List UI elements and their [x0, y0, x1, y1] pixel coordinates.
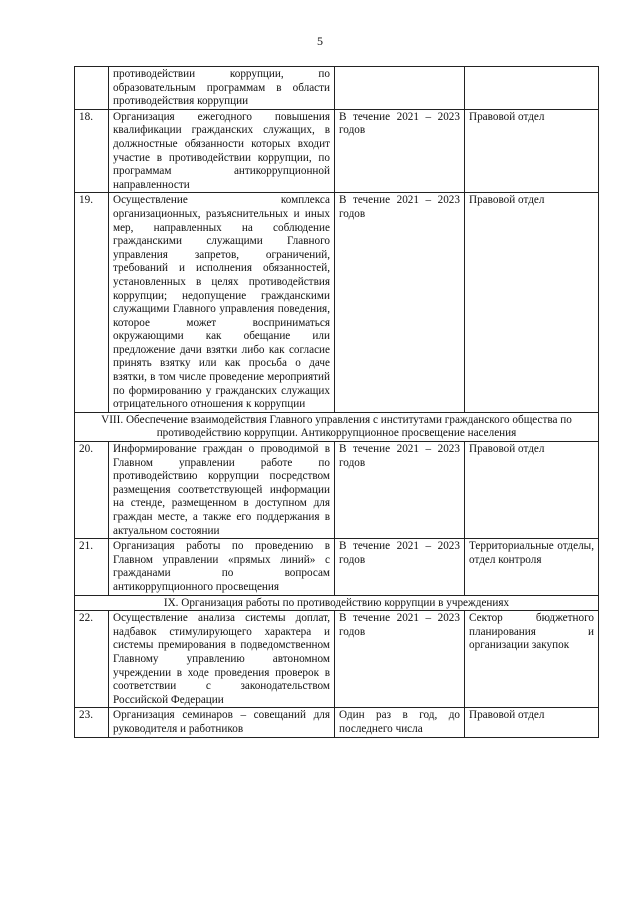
- measure-description: Организация ежегодного повышения квалификации гражданских служащих, в должностные обязанности которых входит участие в противодействии коррупции, по программам антикоррупционной направленности: [109, 109, 335, 193]
- measure-description: противодействии коррупции, по образовательным программам в области противодействия коррупции: [109, 67, 335, 110]
- measures-table: [74, 66, 599, 738]
- table-row: [75, 611, 599, 708]
- row-number: 22.: [75, 611, 109, 708]
- section-header-row: [75, 595, 599, 611]
- measure-executor: [465, 67, 599, 110]
- measure-executor: Правовой отдел: [465, 109, 599, 193]
- measure-executor: Сектор бюджетного планирования и организации закупок: [465, 611, 599, 708]
- row-number: 23.: [75, 708, 109, 737]
- row-number: 18.: [75, 109, 109, 193]
- measure-description: Осуществление анализа системы доплат, надбавок стимулирующего характера и системы премирования в подведомственном Главному управлению автономном учреждении в ходе проведения проверок в соответствии с законодательством Российской Федерации: [109, 611, 335, 708]
- measure-executor: Правовой отдел: [465, 442, 599, 539]
- section-title: VIII. Обеспечение взаимодействия Главного управления с институтами гражданского общества по противодействию коррупции. Антикоррупционное просвещение населения: [75, 412, 599, 441]
- row-number: 19.: [75, 193, 109, 413]
- table-row: [75, 193, 599, 413]
- measure-term: Один раз в год, до последнего числа: [335, 708, 465, 737]
- section-title: IX. Организация работы по противодействию коррупции в учреждениях: [75, 595, 599, 611]
- measure-description: Организация семинаров – совещаний для руководителя и работников: [109, 708, 335, 737]
- measure-term: В течение 2021 – 2023 годов: [335, 193, 465, 413]
- measure-description: Информирование граждан о проводимой в Главном управлении работе по противодействию коррупции посредством размещения соответствующей информации на стенде, размещенном в доступном для граждан месте, а также его поддержания в актуальном состоянии: [109, 442, 335, 539]
- table-row: [75, 708, 599, 737]
- page-number: 5: [317, 34, 323, 48]
- table-row: [75, 67, 599, 110]
- row-number: 20.: [75, 442, 109, 539]
- measure-term: В течение 2021 – 2023 годов: [335, 611, 465, 708]
- measure-description: Организация работы по проведению в Главном управлении «прямых линий» с гражданами по вопросам антикоррупционного просвещения: [109, 539, 335, 595]
- measure-term: В течение 2021 – 2023 годов: [335, 442, 465, 539]
- measure-term: В течение 2021 – 2023 годов: [335, 109, 465, 193]
- row-number: [75, 67, 109, 110]
- measure-executor: Правовой отдел: [465, 193, 599, 413]
- measure-description: Осуществление комплекса организационных, разъяснительных и иных мер, направленных на соблюдение гражданскими служащими Главного управления запретов, ограничений, требований и исполнения обязанностей, установленных в целях противодействия коррупции; недопущение гражданскими служащими Главного управления поведения, которое может восприниматься окружающими как обещание или предложение дачи взятки либо как согласие принять взятку или как просьба о даче взятки, в том числе проведение мероприятий по формированию у гражданских служащих отрицательного отношения к коррупции: [109, 193, 335, 413]
- row-number: 21.: [75, 539, 109, 595]
- measure-executor: Правовой отдел: [465, 708, 599, 737]
- table-row: [75, 442, 599, 539]
- section-header-row: [75, 412, 599, 441]
- measure-term: В течение 2021 – 2023 годов: [335, 539, 465, 595]
- measure-term: [335, 67, 465, 110]
- measure-executor: Территориальные отделы, отдел контроля: [465, 539, 599, 595]
- table-row: [75, 109, 599, 193]
- table-row: [75, 539, 599, 595]
